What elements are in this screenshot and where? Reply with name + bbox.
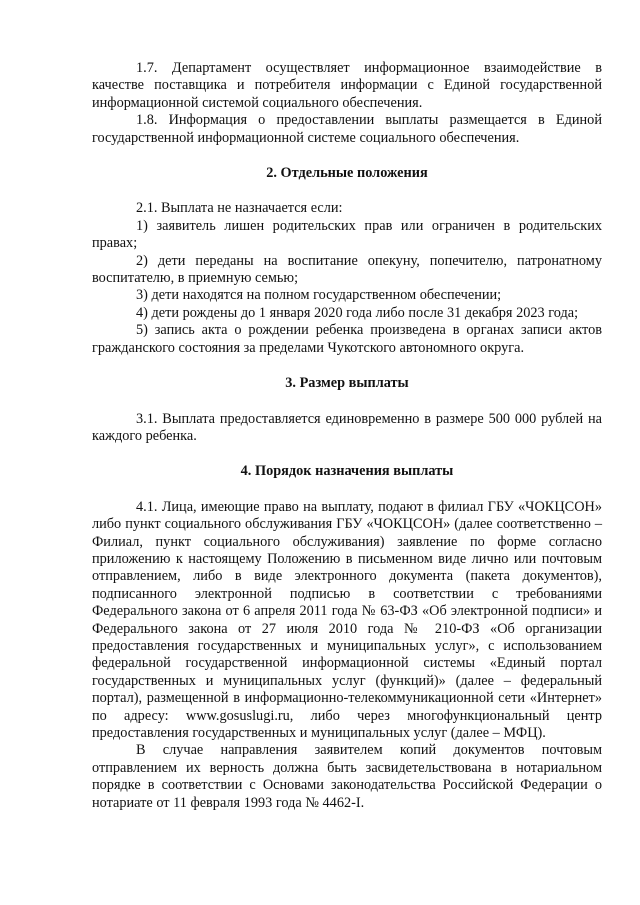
list-item: 3) дети находятся на полном государственном обеспечении; [136,287,502,304]
section-2-heading: 2. Отдельные положения [266,165,428,182]
section-3-heading: 3. Размер выплаты [285,375,409,392]
list-item: 4) дети рождены до 1 января 2020 года либо после 31 декабря 2023 года; [136,304,579,321]
paragraph-postal: В случае направления заявителем копий документов почтовым отправлением их верность должна быть засвидетельствована в нотариальном порядке в соответствии с Основами законодательства Российской Федерации о нотариате от 11 февраля 1993 года № 4462-I. [92,742,602,811]
paragraph-2-1: 2.1. Выплата не назначается если: [136,200,343,217]
paragraph-4-1: 4.1. Лица, имеющие право на выплату, подают в филиал ГБУ «ЧОКЦСОН» либо пункт социального обслуживания ГБУ «ЧОКЦСОН» (далее соответственно – Филиал, пункт социального обслуживания) заявление по форме согласно приложению к настоящему Положению в письменном виде лично или почтовым отправлением, либо в виде электронного документа (пакета документов), подписанного электронной подписью в соответствии с требованиями Федерального закона от 6 апреля 2011 года № 63-ФЗ «Об электронной подписи» и Федерального закона от 27 июля 2010 года № 210-ФЗ «Об организации предоставления государственных и муниципальных услуг», с использованием федеральной государственной информационной системы «Единый портал государственных и муниципальных услуг (функций)» (далее – федеральный портал), размещенной в информационно-телекоммуникационной сети «Интернет» по адресу: www.gosuslugi.ru, либо через многофункциональный центр предоставления государственных и муниципальных услуг (далее – МФЦ). [92,498,602,741]
section-4-heading: 4. Порядок назначения выплаты [240,463,454,480]
list-item: 2) дети переданы на воспитание опекуну, попечителю, патронатному воспитателю, в приемную семью; [92,252,602,287]
paragraph-1-7: 1.7. Департамент осуществляет информационное взаимодействие в качестве поставщика и потребителя информации с Единой государственной информационной системой социального обеспечения. [92,60,602,111]
paragraph-1-8: 1.8. Информация о предоставлении выплаты размещается в Единой государственной информационной системе социального обеспечения. [92,112,602,146]
document-page [92,60,602,812]
list-item: 1) заявитель лишен родительских прав или ограничен в родительских правах; [92,217,602,252]
list-item: 5) запись акта о рождении ребенка произведена в органах записи актов гражданского состояния за пределами Чукотского автономного округа. [92,322,602,356]
paragraph-3-1: 3.1. Выплата предоставляется единовременно в размере 500 000 рублей на каждого ребенка. [92,410,602,444]
